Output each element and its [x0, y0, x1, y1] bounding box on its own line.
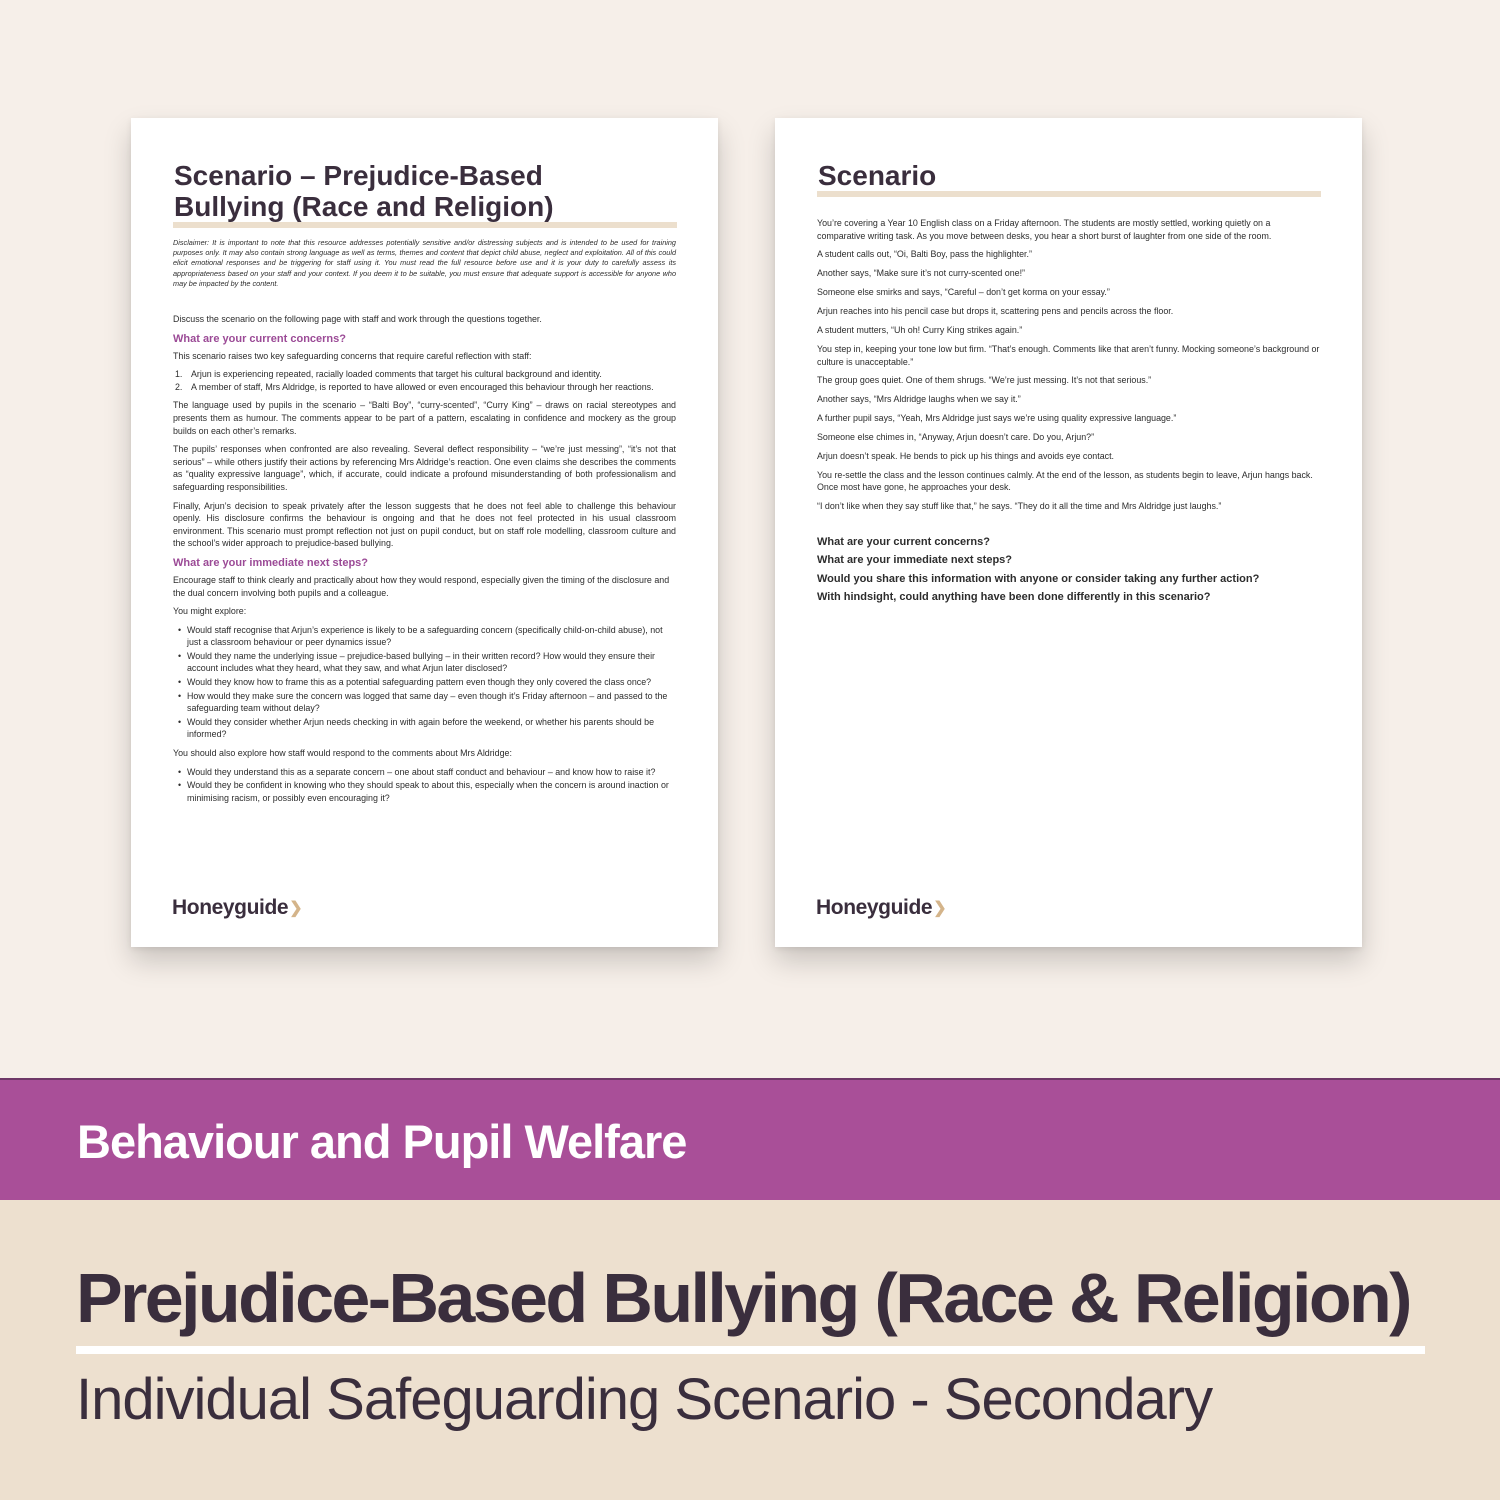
scenario-paragraph: Arjun reaches into his pencil case but drops it, scattering pens and pencils across the floor. [817, 306, 1174, 317]
concerns-list [173, 368, 676, 393]
title-underline [817, 191, 1321, 197]
page-body [817, 217, 1320, 607]
paragraph-language: The language used by pupils in the scenario – “Balti Boy”, “curry-scented”, “Curry King” – draws on racial stereotypes and presents them as humour. The comments appear to be part of a pattern, escalating in confidence and mockery as the group builds on each other’s remarks. [173, 400, 676, 436]
bullet-item: • Would they know how to frame this as a potential safeguarding pattern even though they only covered the class once? [173, 676, 676, 689]
product-subtitle: Individual Safeguarding Scenario - Secondary [76, 1367, 1213, 1432]
page-body [173, 238, 676, 810]
title-underline [173, 222, 677, 228]
heading-next-steps: What are your immediate next steps? [173, 556, 368, 569]
honeyguide-logo [172, 896, 302, 920]
document-page-scenario [775, 118, 1362, 947]
scenario-paragraph: A further pupil says, “Yeah, Mrs Aldridge just says we’re using quality expressive language.” [817, 413, 1177, 424]
document-page-answers [131, 118, 718, 947]
scenario-paragraph: You step in, keeping your tone low but firm. “That’s enough. Comments like that aren’t funny. Mocking someone’s background or culture is unacceptable.” [817, 343, 1320, 367]
scenario-paragraph: Another says, “Make sure it’s not curry-scented one!” [817, 268, 1025, 279]
page-title-line-1: Scenario – Prejudice-Based [174, 160, 543, 191]
explore-list [173, 624, 676, 741]
paragraph-finally: Finally, Arjun’s decision to speak privately after the lesson suggests that he does not feel able to challenge this behaviour openly. His disclosure confirms the behaviour is ongoing and that he does not feel protected in his usual classroom environment. This scenario must prompt reflection not just on pupil conduct, but on staff role modelling, classroom culture and the school’s wider approach to prejudice-based bullying. [173, 500, 676, 549]
bullet-item: • Would they understand this as a separate concern – one about staff conduct and behaviour – and know how to raise it? [173, 766, 676, 779]
product-title: Prejudice-Based Bullying (Race & Religion) [76, 1259, 1410, 1337]
scenario-paragraph: “I don’t like when they say stuff like that,” he says. “They do it all the time and Mrs Aldridge just laughs.” [817, 501, 1222, 512]
discussion-question: What are your current concerns? [817, 535, 990, 548]
list-number: 1. [175, 369, 183, 380]
scenario-paragraph: Another says, “Mrs Aldridge laughs when we say it.” [817, 394, 1021, 405]
chevron-right-icon: ❯ [289, 900, 303, 917]
category-banner [0, 1078, 1500, 1200]
disclaimer: Disclaimer: It is important to note that this resource addresses potentially sensitive and/or distressing subjects and is intended to be used for training purposes only. It may also contain strong language as well as terms, themes and content that depict child abuse, neglect and exploitation. All of this could elicit emotional responses and be triggering for staff using it. You must read the full resource before use and it is your duty to carefully assess its appropriateness based on your staff and your context. If you deem it to be suitable, you must ensure that adequate support is accessible for anyone who may be impacted by the content. [173, 238, 676, 288]
discussion-question: What are your immediate next steps? [817, 554, 1012, 567]
page-title [174, 160, 678, 222]
list-text: Arjun is experiencing repeated, racially loaded comments that target his cultural background and identity. [191, 369, 602, 380]
also-explore-list [173, 766, 676, 805]
title-divider [76, 1346, 1425, 1354]
scenario-paragraph: You re-settle the class and the lesson continues calmly. At the end of the lesson, as students begin to leave, Arjun hangs back. Once most have gone, he approaches your desk. [817, 469, 1313, 493]
list-text: A member of staff, Mrs Aldridge, is reported to have allowed or even encouraged this behaviour through her reactions. [191, 381, 654, 392]
intro-text: Discuss the scenario on the following page with staff and work through the questions together. [173, 314, 542, 325]
scenario-paragraph: A student mutters, “Uh oh! Curry King strikes again.” [817, 325, 1023, 336]
questions-list [817, 533, 1320, 607]
page-title: Scenario [818, 160, 937, 191]
list-number: 2. [175, 381, 183, 392]
scenario-paragraph: A student calls out, “Oi, Balti Boy, pass the highlighter.” [817, 249, 1032, 260]
scenario-paragraph: Someone else chimes in, “Anyway, Arjun doesn’t care. Do you, Arjun?” [817, 432, 1095, 443]
bullet-item: • Would they consider whether Arjun needs checking in with again before the weekend, or whether his parents should be informed? [173, 716, 676, 741]
category-label: Behaviour and Pupil Welfare [77, 1115, 687, 1168]
page-title-line-2: Bullying (Race and Religion) [174, 191, 554, 222]
scenario-paragraph: You’re covering a Year 10 English class on a Friday afternoon. The students are mostly settled, working quietly on a comparative writing task. As you move between desks, you hear a short burst of laughter from one side of the room. [817, 218, 1272, 241]
bullet-item: • Would staff recognise that Arjun’s experience is likely to be a safeguarding concern (specifically child-on-child abuse), not just a classroom behaviour or peer dynamics issue? [173, 624, 676, 649]
also-explore-label: You should also explore how staff would respond to the comments about Mrs Aldridge: [173, 748, 512, 759]
bullet-item: • How would they make sure the concern was logged that same day – even though it’s Friday afternoon – and passed to the safeguarding team without delay? [173, 690, 676, 715]
logo-text: Honeyguide [816, 896, 933, 919]
discussion-question: With hindsight, could anything have been done differently in this scenario? [817, 591, 1211, 604]
bullet-item: • Would they be confident in knowing who they should speak to about this, especially when the concern is around inaction or minimising racism, or possibly even encouraging it? [173, 779, 676, 804]
concern-list-item [173, 368, 676, 381]
explore-label: You might explore: [173, 606, 247, 617]
heading-current-concerns: What are your current concerns? [173, 332, 346, 345]
scenario-paragraph: Arjun doesn’t speak. He bends to pick up his things and avoids eye contact. [817, 450, 1115, 461]
product-info [0, 1200, 1500, 1500]
concern-list-item [173, 381, 676, 394]
honeyguide-logo [816, 896, 946, 920]
paragraph-responses: The pupils’ responses when confronted are also revealing. Several deflect responsibility – “we’re just messing”, “it’s not that serious” – while others justify their actions by referencing Mrs Aldridge’s reaction. One even claims she describes the comments as “quality expressive language”, which, if accurate, could indicate a profound misunderstanding of both professionalism and safeguarding responsibilities. [173, 444, 676, 492]
scenario-paragraph: Someone else smirks and says, “Careful – don’t get korma on your essay.” [817, 287, 1110, 298]
scenario-text [817, 217, 1320, 513]
next-steps-intro: Encourage staff to think clearly and practically about how they would respond, especially given the timing of the disclosure and the dual concern involving both pupils and a colleague. [173, 574, 670, 598]
logo-text: Honeyguide [172, 896, 289, 919]
chevron-right-icon: ❯ [933, 900, 947, 917]
bullet-item: • Would they name the underlying issue – prejudice-based bullying – in their written record? How would they ensure their account includes what they heard, what they saw, and what Arjun later disclosed? [173, 650, 676, 675]
scenario-paragraph: The group goes quiet. One of them shrugs. “We’re just messing. It’s not that serious.” [817, 375, 1152, 386]
discussion-question: Would you share this information with anyone or consider taking any further action? [817, 572, 1260, 585]
concerns-intro: This scenario raises two key safeguarding concerns that require careful reflection with staff: [173, 350, 532, 361]
